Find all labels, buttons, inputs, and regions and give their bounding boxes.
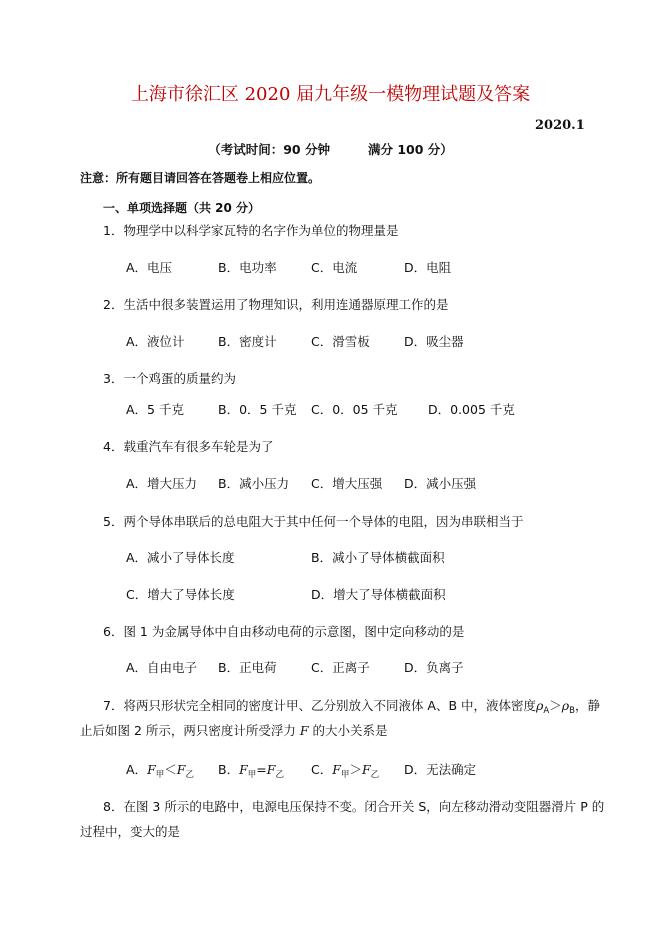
option-d: D．无法确定 [404,762,477,777]
option-b: B．密度计 [218,334,277,349]
option-b: B．0．5 千克 [218,402,297,417]
option-c: C．电流 [311,260,358,275]
exam-time: （考试时间：90 分钟 [208,142,330,157]
option-a: A．增大压力 [126,476,198,491]
option-d: D．减小压强 [404,476,477,491]
option-a: A．$F_甲<F_乙$ [126,762,194,780]
option-d: D．0.005 千克 [428,402,515,417]
question-stem: 1．物理学中以科学家瓦特的名字作为单位的物理量是 [103,223,399,238]
question-stem: 3．一个鸡蛋的质量约为 [103,371,236,386]
option-b: B．减小压力 [218,476,290,491]
option-c: C．增大了导体长度 [126,587,235,602]
question-stem-continued: 止后如图 2 所示，两只密度计所受浮力 F 的大小关系是 [80,723,388,738]
option-c: C．增大压强 [311,476,383,491]
option-d: D．增大了导体横截面积 [311,587,446,602]
exam-info [0,140,661,158]
option-c: C．滑雪板 [311,334,370,349]
option-c: C．0．05 千克 [311,402,398,417]
question-stem: 8．在图 3 所示的电路中，电源电压保持不变。闭合开关 S，向左移动滑动变阻器滑片 P 的 [103,799,605,814]
option-b: B．$F_甲=F_乙$ [218,762,284,780]
option-a: A．减小了导体长度 [126,550,235,565]
exam-date: 2020.1 [535,118,585,133]
option-d: D．吸尘器 [404,334,464,349]
question-stem: 6．图 1 为金属导体中自由移动电荷的示意图，图中定向移动的是 [103,624,465,639]
question-stem: 2．生活中很多装置运用了物理知识，利用连通器原理工作的是 [103,297,449,312]
page-title: 上海市徐汇区 2020 届九年级一模物理试题及答案 [130,84,531,105]
option-a: A．5 千克 [126,402,184,417]
option-d: D．负离子 [404,660,464,675]
option-b: B．电功率 [218,260,277,275]
option-c: C．$F_甲>F_乙$ [311,762,380,780]
option-a: A．液位计 [126,334,185,349]
question-stem-continued: 过程中，变大的是 [80,824,181,839]
option-a: A．自由电子 [126,660,198,675]
notice: 注意：所有题目请回答在答题卷上相应位置。 [80,171,321,185]
option-d: D．电阻 [404,260,452,275]
question-stem: 4．载重汽车有很多车轮是为了 [103,439,274,454]
option-c: C．正离子 [311,660,370,675]
question-stem: 7．将两只形状完全相同的密度计甲、乙分别放入不同液体 A、B 中，液体密度$\rho_A>\rho_B$，静 [103,698,600,716]
option-b: B．正电荷 [218,660,277,675]
section-heading: 一、单项选择题（共 20 分） [103,201,261,215]
question-stem: 5．两个导体串联后的总电阻大于其中任何一个导体的电阻，因为串联相当于 [103,514,524,529]
exam-score: 满分 100 分） [367,142,453,157]
option-a: A．电压 [126,260,173,275]
option-b: B．减小了导体横截面积 [311,550,445,565]
